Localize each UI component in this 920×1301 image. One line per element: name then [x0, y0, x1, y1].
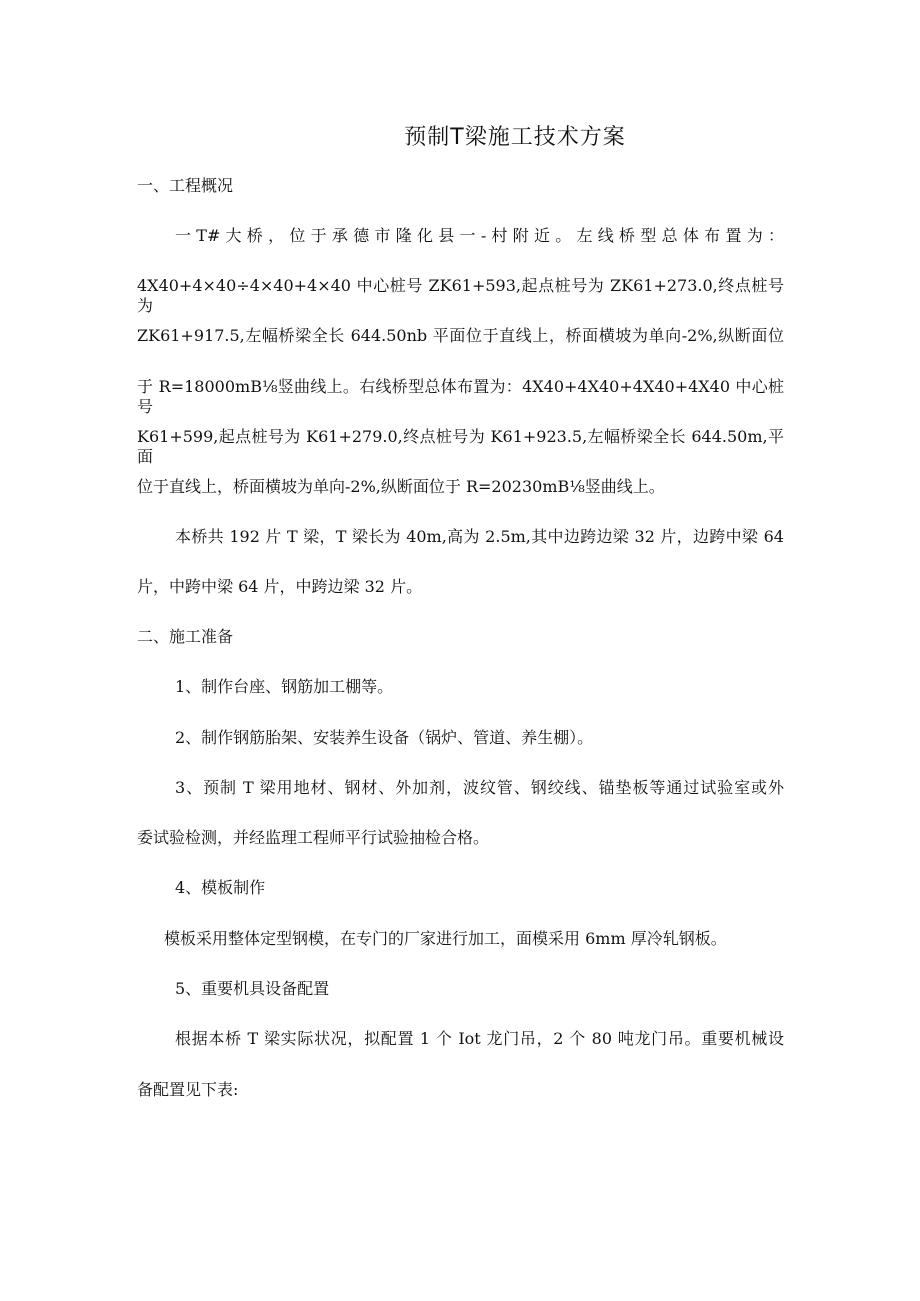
prep-item-4: 4、模板制作 — [175, 878, 266, 897]
overview-para2-line2: 片，中跨中梁 64 片，中跨边梁 32 片。 — [137, 577, 423, 596]
section-heading-preparation: 二、施工准备 — [137, 627, 234, 646]
overview-para1-line5: K61+599,起点桩号为 K61+279.0,终点桩号为 K61+923.5,左幅桥梁全长 644.50m,平面 — [137, 427, 784, 466]
document-title: 预制T梁施工技术方案 — [404, 125, 626, 150]
prep-item-1: 1、制作台座、钢筋加工棚等。 — [175, 677, 394, 696]
overview-para1-line1: 一 T# 大 桥 ， 位 于 承 德 市 隆 化 县 一 - 村 附 近 。 左 线 桥 型 总 体 布 置 为 ： — [175, 226, 784, 245]
prep-item-3-line2: 委试验检测，并经监理工程师平行试验抽检合格。 — [137, 828, 490, 847]
overview-para1-line3: ZK61+917.5,左幅桥梁全长 644.50nb 平面位于直线上，桥面横坡为单向-2%,纵断面位 — [137, 326, 784, 345]
prep-item-4-body: 模板采用整体定型钢模，在专门的厂家进行加工，面模采用 6mm 厚冷轧钢板。 — [164, 929, 727, 948]
prep-item-5-body-line1: 根据本桥 T 梁实际状况，拟配置 1 个 Iot 龙门吊，2 个 80 吨龙门吊。重要机械设 — [175, 1029, 784, 1048]
prep-item-5-body-line2: 备配置见下表: — [137, 1080, 239, 1099]
prep-item-3-line1: 3、预制 T 梁用地材、钢材、外加剂，波纹管、钢绞线、锚垫板等通过试验室或外 — [175, 778, 784, 797]
overview-para1-line2: 4X40+4×40÷4×40+4×40 中心桩号 ZK61+593,起点桩号为 ZK61+273.0,终点桩号为 — [137, 276, 784, 315]
overview-para1-line4: 于 R=18000mB⅛竖曲线上。右线桥型总体布置为：4X40+4X40+4X40+4X40 中心桩号 — [137, 377, 784, 416]
overview-para1-line6: 位于直线上，桥面横坡为单向-2%,纵断面位于 R=20230mB⅛竖曲线上。 — [137, 477, 665, 496]
prep-item-5: 5、重要机具设备配置 — [175, 979, 330, 998]
prep-item-2: 2、制作钢筋胎架、安装养生设备（锅炉、管道、养生棚）。 — [175, 728, 594, 747]
overview-para2-line1: 本桥共 192 片 T 梁，T 梁长为 40m,高为 2.5m,其中边跨边梁 32 片，边跨中梁 64 — [175, 527, 784, 546]
section-heading-overview: 一、工程概况 — [137, 176, 234, 195]
